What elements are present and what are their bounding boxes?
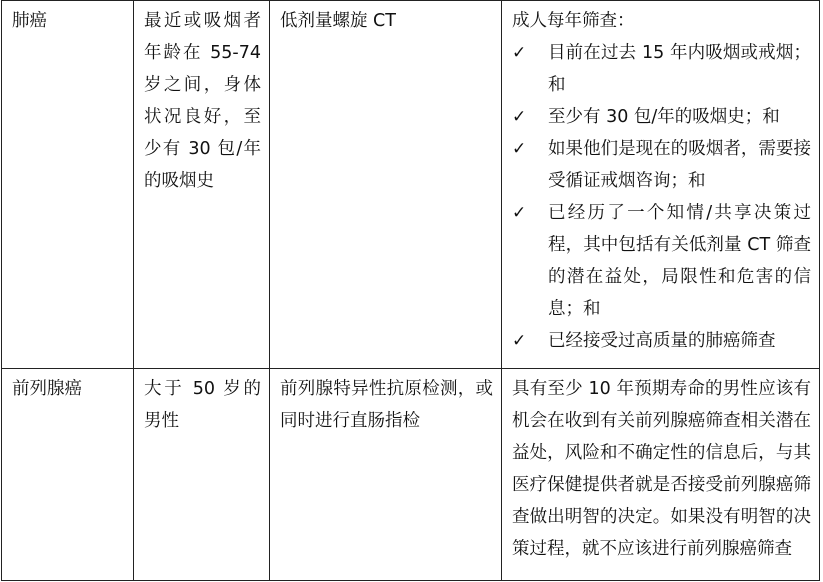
screening-test: 前列腺特异性抗原检测，或同时进行直肠指检 — [280, 379, 493, 431]
recommendation-title: 成人每年筛查： — [512, 11, 635, 31]
recommendation-text: 具有至少 10 年预期寿命的男性应该有机会在收到有关前列腺癌筛查相关潜在益处，风险和不确定性的信息后，与其医疗保健提供者就是否接受前列腺癌筛查做出明智的决定。如果没有明智的决策过程，就不应该进行前列腺癌筛查 — [512, 379, 811, 559]
table-row-lung-cancer — [2, 1, 820, 369]
criteria-item — [512, 37, 811, 101]
criteria-item — [512, 101, 811, 133]
table-row-prostate-cancer — [2, 369, 820, 581]
criteria-text: 如果他们是现在的吸烟者，需要接受循证戒烟咨询；和 — [548, 139, 811, 191]
cancer-type-cell — [2, 369, 134, 581]
test-cell — [270, 369, 502, 581]
population-cell — [134, 1, 270, 369]
criteria-text: 已经历了一个知情/共享决策过程，其中包括有关低剂量 CT 筛查的潜在益处，局限性和危害的信息；和 — [548, 203, 811, 319]
check-mark-icon: ✓ — [512, 43, 527, 63]
criteria-text: 已经接受过高质量的肺癌筛查 — [548, 331, 776, 351]
screening-test: 低剂量螺旋 CT — [280, 11, 396, 31]
check-mark-icon: ✓ — [512, 331, 527, 351]
recommendation-cell — [502, 369, 820, 581]
criteria-text: 目前在过去 15 年内吸烟或戒烟；和 — [548, 43, 811, 95]
criteria-item — [512, 197, 811, 325]
recommendation-cell — [502, 1, 820, 369]
cancer-type: 前列腺癌 — [12, 379, 82, 399]
criteria-item — [512, 133, 811, 197]
cancer-type: 肺癌 — [12, 11, 47, 31]
check-mark-icon: ✓ — [512, 139, 527, 159]
test-cell — [270, 1, 502, 369]
target-population: 大于 50 岁的男性 — [144, 379, 261, 431]
target-population: 最近或吸烟者年龄在 55-74 岁之间，身体状况良好，至少有 30 包/年的吸烟史 — [144, 11, 261, 191]
criteria-text: 至少有 30 包/年的吸烟史；和 — [548, 107, 780, 127]
screening-table — [1, 0, 820, 581]
cancer-type-cell — [2, 1, 134, 369]
criteria-list — [512, 37, 811, 357]
check-mark-icon: ✓ — [512, 107, 527, 127]
criteria-item — [512, 325, 811, 357]
population-cell — [134, 369, 270, 581]
check-mark-icon: ✓ — [512, 203, 527, 223]
